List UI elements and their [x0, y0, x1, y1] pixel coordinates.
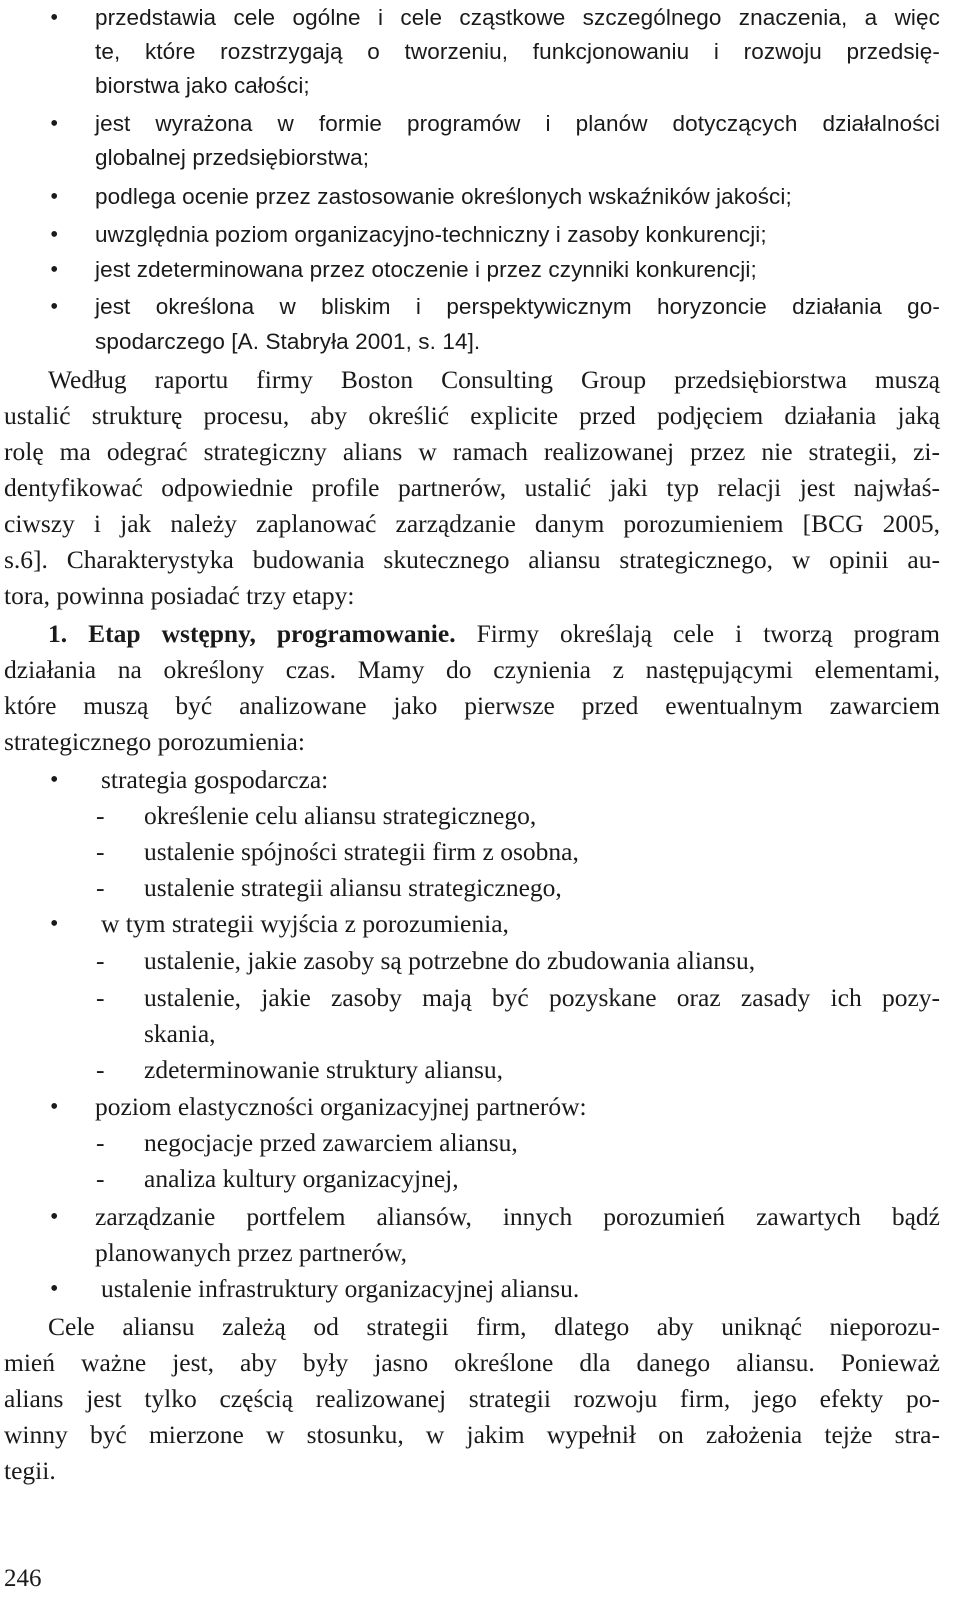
bullet-icon: • [50, 911, 59, 937]
bullet-icon: • [50, 257, 59, 283]
bullet-icon: • [50, 1094, 59, 1120]
dash-marker: - [96, 837, 105, 866]
list-subitem: ustalenie spójności strategii firm z osobna, [144, 837, 579, 866]
bullet-icon: • [50, 1204, 59, 1230]
text-line: jest zdeterminowana przez otoczenie i przez czynniki konkurencji; [95, 257, 757, 282]
list-subitem: negocjacje przed zawarciem aliansu, [144, 1128, 518, 1157]
bullet-icon: • [50, 5, 59, 31]
bullet-icon: • [50, 1276, 59, 1302]
text-line: ustalić strukturę procesu, aby określić explicite przed podjęciem działania jaką [4, 401, 940, 430]
text-line: jest wyrażona w formie programów i planów dotyczących działalności [95, 111, 940, 136]
text-line: Według raportu firmy Boston Consulting Group przedsiębiorstwa muszą [48, 365, 940, 394]
list-item: w tym strategii wyjścia z porozumienia, [101, 909, 509, 938]
list-subitem: ustalenie strategii aliansu strategicznego, [144, 873, 562, 902]
text-line: s.6]. Charakterystyka budowania skutecznego aliansu strategicznego, w opinii au- [4, 545, 940, 574]
list-item: strategia gospodarcza: [101, 765, 329, 794]
text-line: mień ważne jest, aby były jasno określone dla danego aliansu. Ponieważ [4, 1348, 940, 1377]
text-line: dentyfikować odpowiednie profile partnerów, ustalić jaki typ relacji jest najwłaś- [4, 473, 940, 502]
text-line: tegii. [4, 1456, 56, 1485]
list-item: poziom elastyczności organizacyjnej partnerów: [95, 1092, 587, 1121]
text-line: globalnej przedsiębiorstwa; [95, 145, 370, 170]
text-line: spodarczego [A. Stabryła 2001, s. 14]. [95, 329, 481, 354]
dash-marker: - [96, 801, 105, 830]
dash-marker: - [96, 1128, 105, 1157]
dash-marker: - [96, 1164, 105, 1193]
list-subitem: ustalenie, jakie zasoby są potrzebne do zbudowania aliansu, [144, 946, 756, 975]
text-line: te, które rozstrzygają o tworzeniu, funkcjonowaniu i rozwoju przedsię- [95, 39, 940, 64]
text-line: strategicznego porozumienia: [4, 727, 305, 756]
text-line: przedstawia cele ogólne i cele cząstkowe szczególnego znaczenia, a więc [95, 5, 940, 30]
text-line: podlega ocenie przez zastosowanie określonych wskaźników jakości; [95, 184, 792, 209]
list-subitem: zdeterminowanie struktury aliansu, [144, 1055, 504, 1084]
bullet-icon: • [50, 294, 59, 320]
page-number: 246 [4, 1565, 42, 1592]
text-line: alians jest tylko częścią realizowanej strategii rozwoju firm, jego efekty po- [4, 1384, 940, 1413]
bullet-icon: • [50, 184, 59, 210]
text-line: tora, powinna posiadać trzy etapy: [4, 581, 355, 610]
text-line: biorstwa jako całości; [95, 73, 310, 98]
dash-marker: - [96, 1055, 105, 1084]
dash-marker: - [96, 946, 105, 975]
stage-heading: 1. Etap wstępny, programowanie. [48, 619, 456, 648]
stage-text: Firmy określają cele i tworzą program [455, 619, 940, 648]
text-line: działania na określony czas. Mamy do czynienia z następującymi elementami, [4, 655, 940, 684]
list-subitem: określenie celu aliansu strategicznego, [144, 801, 537, 830]
dash-marker: - [96, 873, 105, 902]
dash-marker: - [96, 983, 105, 1012]
text-line: uwzględnia poziom organizacyjno-techniczny i zasoby konkurencji; [95, 222, 767, 247]
list-subitem-cont: skania, [144, 1019, 216, 1048]
text-line: winny być mierzone w stosunku, w jakim wypełnił on założenia tejże stra- [4, 1420, 940, 1449]
stage-heading-line [48, 616, 940, 652]
text-line: które muszą być analizowane jako pierwsze przed ewentualnym zawarciem [4, 691, 940, 720]
bullet-icon: • [50, 767, 59, 793]
list-item: zarządzanie portfelem aliansów, innych porozumień zawartych bądź [95, 1202, 940, 1231]
list-item-cont: planowanych przez partnerów, [95, 1238, 407, 1267]
bullet-icon: • [50, 111, 59, 137]
list-subitem: ustalenie, jakie zasoby mają być pozyskane oraz zasady ich pozy- [144, 983, 940, 1012]
text-line: jest określona w bliskim i perspektywicznym horyzoncie działania go- [95, 294, 940, 319]
bullet-icon: • [50, 222, 59, 248]
text-line: ciwszy i jak należy zaplanować zarządzanie danym porozumieniem [BCG 2005, [4, 509, 940, 538]
text-line: rolę ma odegrać strategiczny alians w ramach realizowanej przez nie strategii, zi- [4, 437, 940, 466]
list-item: ustalenie infrastruktury organizacyjnej aliansu. [101, 1274, 580, 1303]
list-subitem: analiza kultury organizacyjnej, [144, 1164, 459, 1193]
text-line: Cele aliansu zależą od strategii firm, dlatego aby uniknąć nieporozu- [48, 1312, 940, 1341]
